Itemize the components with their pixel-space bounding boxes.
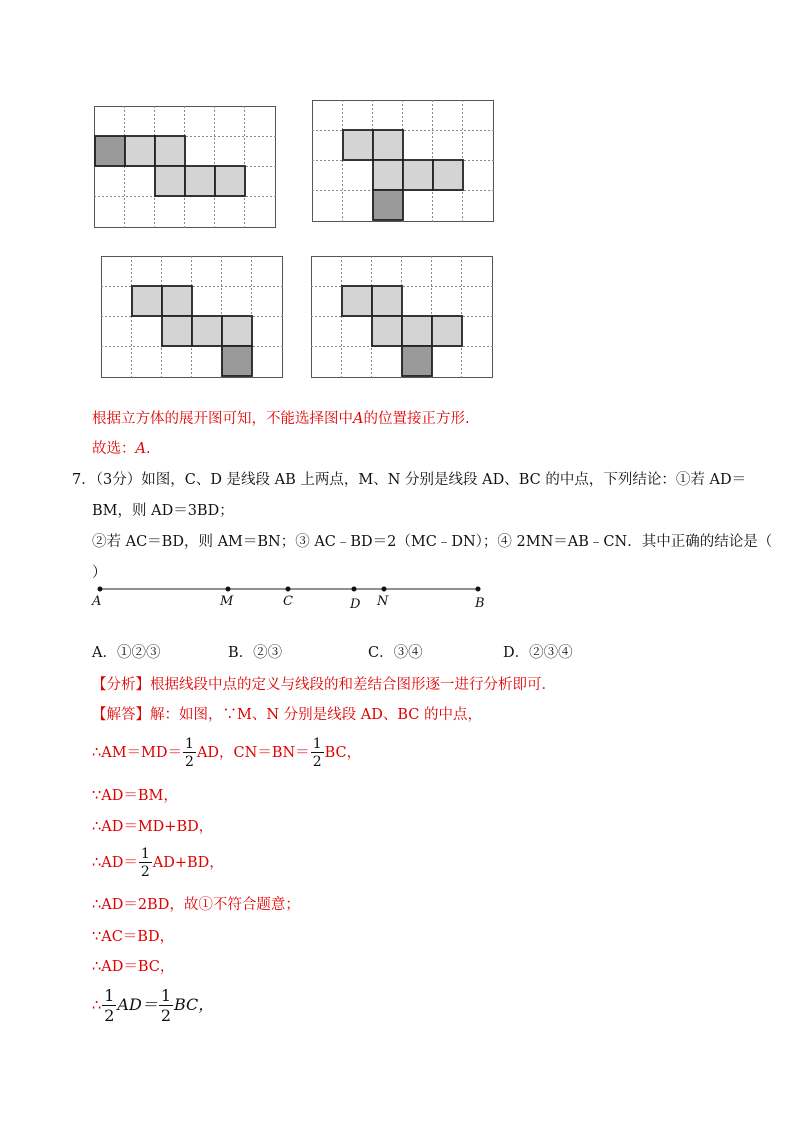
choose-end: . (145, 441, 151, 457)
option-a[interactable]: A．①②③ (92, 645, 161, 661)
question-number: 7． (72, 472, 96, 488)
fraction-half: $\frac{1}{2}$ (140, 846, 150, 880)
choose-answer: A (135, 441, 146, 457)
option-c[interactable]: C．③④ (368, 645, 423, 661)
choose-label: 故选： (92, 441, 136, 457)
label-c: C (283, 594, 293, 609)
point-a (98, 587, 103, 592)
label-n: N (377, 594, 389, 609)
label-d: D (350, 597, 361, 612)
analysis-text: 根据线段中点的定义与线段的和差结合图形逐一进行分析即可． (150, 677, 556, 693)
solution-l8-c: BC， (174, 995, 215, 1014)
solution-line-8 (92, 985, 214, 1026)
analysis-tag: 【分析】 (92, 677, 150, 693)
label-m: M (220, 594, 234, 609)
label-a: A (92, 594, 102, 609)
question-stem-1: C、D 是线段 AB 上两点，M、N 分别是线段 AD、BC 的中点，下列结论：①若 AD＝ (184, 472, 747, 488)
solution-line-6: ∵AC＝BD， (92, 929, 175, 945)
q7-line-4: ） (92, 565, 107, 581)
fraction-half: $\frac{1}{2}$ (104, 986, 115, 1025)
point-b (476, 587, 481, 592)
q7-line-1 (72, 468, 746, 489)
fraction-half: $\frac{1}{2}$ (312, 736, 322, 770)
answer-line (92, 703, 482, 724)
segment-figure (90, 580, 490, 610)
conclusion-var: A (353, 411, 364, 427)
choose-line (92, 437, 151, 458)
question-score: （3分）如图， (95, 472, 185, 488)
solution-line-1 (92, 733, 361, 773)
point-n (382, 587, 387, 592)
fraction-half: $\frac{1}{2}$ (160, 986, 171, 1025)
solution-line-5: ∴AD＝2BD，故①不符合题意； (92, 897, 300, 913)
point-m (226, 587, 231, 592)
net-figure-4 (311, 256, 493, 378)
q7-line-2: BM，则 AD＝3BD； (92, 503, 234, 519)
solution-l4-b: AD+BD， (152, 855, 224, 871)
answer-tag: 【解答】 (92, 707, 150, 723)
solution-l1-a: ∴AM＝MD＝ (92, 745, 183, 761)
conclusion-text-1: 根据立方体的展开图可知，不能选择图中 (92, 411, 353, 427)
solution-line-3: ∴AD＝MD+BD， (92, 819, 214, 835)
net-figure-2 (312, 100, 494, 222)
net-figure-3 (101, 256, 283, 378)
point-d (352, 587, 357, 592)
solution-line-7: ∴AD＝BC， (92, 959, 175, 975)
point-c (286, 587, 291, 592)
solution-l4-a: ∴AD＝ (92, 855, 138, 871)
label-b: B (475, 596, 485, 611)
net-figure-1 (94, 106, 276, 228)
conclusion-line (92, 407, 470, 428)
option-b[interactable]: B．②③ (228, 645, 283, 661)
solution-line-2: ∵AD＝BM， (92, 788, 178, 804)
option-d[interactable]: D．②③④ (503, 645, 573, 661)
conclusion-text-2: 的位置接正方形. (363, 411, 470, 427)
solution-l8-a: ∴ (92, 998, 102, 1014)
analysis-line (92, 673, 556, 694)
solution-l8-b: AD＝ (117, 995, 158, 1014)
q7-line-3: ②若 AC＝BD，则 AM＝BN；③ AC﹣BD＝2（MC﹣DN）；④ 2MN＝AB﹣CN．其中正确的结论是（ (92, 534, 773, 550)
fraction-half: $\frac{1}{2}$ (185, 736, 194, 770)
solution-l1-b: AD，CN＝BN＝ (196, 745, 310, 761)
solution-line-4 (92, 843, 224, 883)
solution-l1-c: BC， (324, 745, 362, 761)
answer-intro: 解：如图，∵M、N 分别是线段 AD、BC 的中点， (150, 707, 482, 723)
